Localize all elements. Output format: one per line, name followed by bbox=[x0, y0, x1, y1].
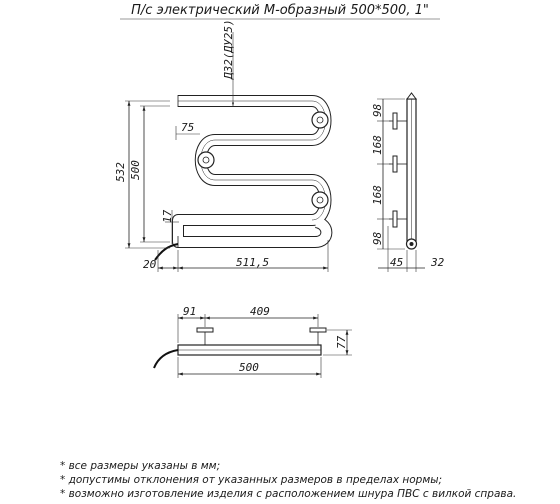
dim-17: 17 bbox=[161, 209, 174, 223]
note-3: * возможно изготовление изделия с расположением шнура ПВС с вилкой справа. bbox=[60, 488, 517, 500]
dim-511-5: 511,5 bbox=[236, 256, 270, 269]
dim-top-409: 409 bbox=[250, 305, 270, 318]
drawing-title: П/с электрический М-образный 500*500, 1" bbox=[131, 3, 429, 18]
front-view bbox=[114, 19, 328, 272]
dim-side-45: 45 bbox=[390, 256, 404, 269]
dim-top-77: 77 bbox=[335, 335, 348, 349]
dim-top-91: 91 bbox=[183, 305, 197, 318]
dim-side-98-top: 98 bbox=[371, 103, 384, 117]
top-power-cable bbox=[154, 350, 178, 368]
note-1: * все размеры указаны в мм; bbox=[60, 460, 221, 472]
notes bbox=[60, 460, 516, 500]
side-view bbox=[371, 93, 445, 272]
note-2: * допустимы отклонения от указанных размеров в пределах нормы; bbox=[60, 474, 443, 486]
dim-75: 75 bbox=[181, 121, 195, 134]
thread-size-label: Д32(ДУ25) bbox=[222, 19, 235, 79]
dim-side-168-b: 168 bbox=[371, 185, 384, 205]
top-view bbox=[154, 305, 352, 378]
dim-top-500: 500 bbox=[239, 361, 259, 374]
top-brackets bbox=[197, 328, 326, 345]
dim-height-532: 532 bbox=[114, 162, 127, 182]
dim-side-168-a: 168 bbox=[371, 135, 384, 155]
dim-height-500: 500 bbox=[129, 160, 142, 180]
dim-20: 20 bbox=[143, 258, 157, 271]
dim-side-98-bottom: 98 bbox=[371, 231, 384, 245]
dim-side-32: 32 bbox=[431, 256, 445, 269]
side-brackets bbox=[389, 113, 407, 227]
towel-rail-pipe bbox=[178, 95, 326, 248]
